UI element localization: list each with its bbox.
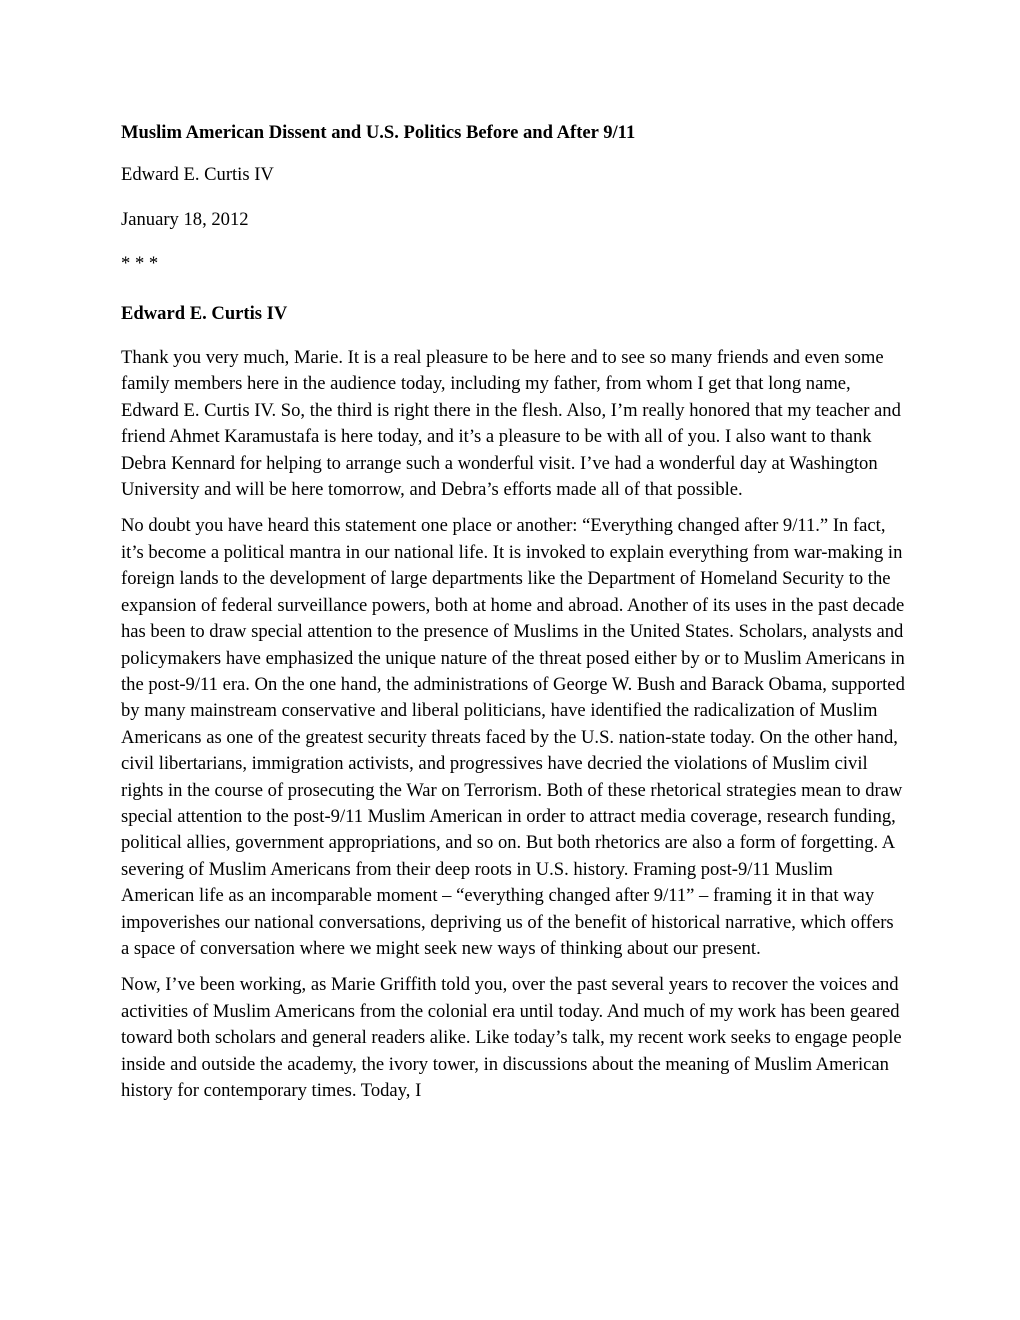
paragraph-2: No doubt you have heard this statement one place or another: “Everything changed after 9/11.” In fact, it’s become a political mantra in our national life. It is invoked to explain everything from war-making in foreign lands to the development of large departments like the Department of Homeland Security to the expansion of federal surveillance powers, both at home and abroad. Another of its uses in the past decade has been to draw special attention to the presence of Muslims in the United States. Scholars, analysts and policymakers have emphasized the unique nature of the threat posed either by or to Muslim Americans in the post-9/11 era. On the one hand, the administrations of George W. Bush and Barack Obama, supported by many mainstream conservative and liberal politicians, have identified the radicalization of Muslim Americans as one of the greatest security threats faced by the U.S. nation-state today. On the other hand, civil libertarians, immigration activists, and progressives have decried the violations of Muslim civil rights in the course of prosecuting the War on Terrorism. Both of these rhetorical strategies mean to draw special attention to the post-9/11 Muslim American in order to attract media coverage, research funding, political allies, government appropriations, and so on. But both rhetorics are also a form of forgetting. A severing of Muslim Americans from their deep roots in U.S. history. Framing post-9/11 Muslim American life as an incomparable moment – “everything changed after 9/11” – framing it in that way impoverishes our national conversations, depriving us of the benefit of historical narrative, which offers a space of conversation where we might seek new ways of thinking about our present. [121, 515, 905, 959]
section-separator: * * * [121, 253, 159, 275]
author-line: Edward E. Curtis IV [121, 164, 274, 186]
document-title: Muslim American Dissent and U.S. Politics Before and After 9/11 [121, 122, 636, 143]
speaker-heading: Edward E. Curtis IV [121, 302, 288, 324]
paragraph-3: Now, I’ve been working, as Marie Griffith told you, over the past several years to recover the voices and activities of Muslim Americans from the colonial era until today. And much of my work has been geared toward both scholars and general readers alike. Like today’s talk, my recent work seeks to engage people inside and outside the academy, the ivory tower, in discussions about the meaning of Muslim American history for contemporary times. Today, I [121, 974, 902, 1101]
document-page [121, 120, 906, 1114]
date-line: January 18, 2012 [121, 208, 249, 230]
paragraph-1: Thank you very much, Marie. It is a real pleasure to be here and to see so many friends and even some family members here in the audience today, including my father, from whom I get that long name, Edward E. Curtis IV. So, the third is right there in the flesh. Also, I’m really honored that my teacher and friend Ahmet Karamustafa is here today, and it’s a pleasure to be with all of you. I also want to thank Debra Kennard for helping to arrange such a wonderful visit. I’ve had a wonderful day at Washington University and will be here tomorrow, and Debra’s efforts made all of that possible. [121, 347, 901, 501]
